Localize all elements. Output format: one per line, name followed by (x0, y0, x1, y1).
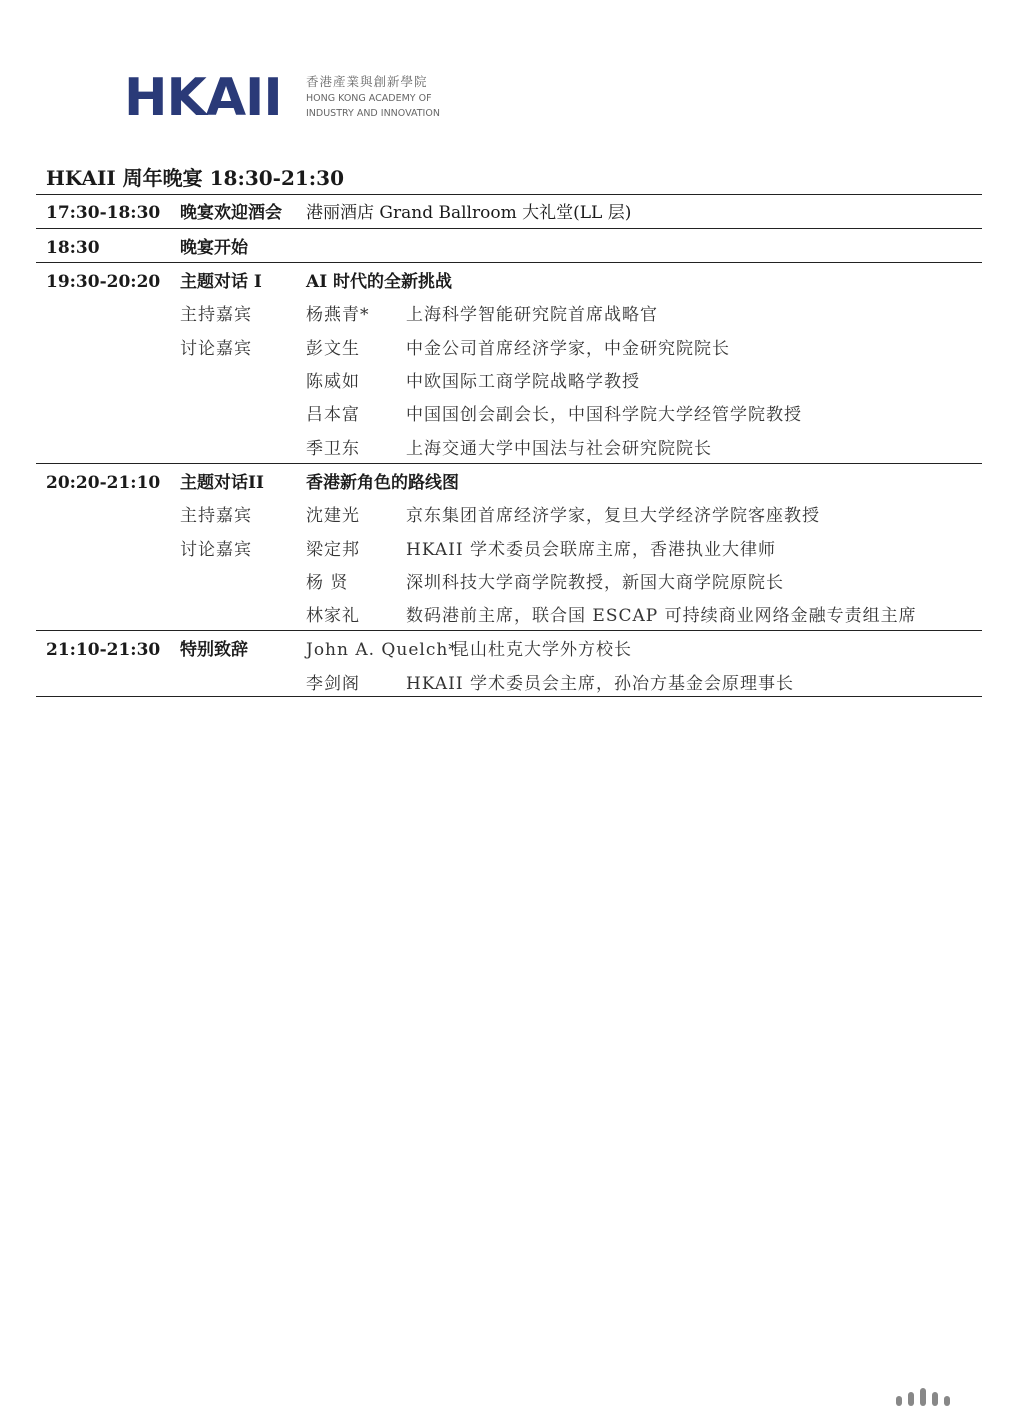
row-session: 主题对话 I (180, 272, 262, 292)
person-name: 梁定邦 (306, 540, 360, 560)
role-label: 主持嘉宾 (180, 305, 252, 325)
rule (36, 696, 982, 697)
logo-en-1: HONG KONG ACADEMY OF (306, 93, 432, 104)
person-name: 陈威如 (306, 372, 360, 392)
person-title: 上海交通大学中国法与社会研究院院长 (406, 439, 712, 459)
rule (36, 630, 982, 631)
row-time: 20:20-21:10 (46, 473, 161, 493)
person-name: 沈建光 (306, 506, 360, 526)
role-label: 讨论嘉宾 (180, 339, 252, 359)
person-name: 季卫东 (306, 439, 360, 459)
indicator-bar (908, 1392, 914, 1406)
logo-mark: HKAII (124, 68, 282, 128)
person-title: 上海科学智能研究院首席战略官 (406, 305, 658, 325)
rule (36, 194, 982, 195)
row-topic: 香港新角色的路线图 (306, 473, 459, 493)
row-time: 21:10-21:30 (46, 640, 161, 660)
role-label: 讨论嘉宾 (180, 540, 252, 560)
rule (36, 262, 982, 263)
logo-text (306, 74, 456, 120)
person-name: 彭文生 (306, 339, 360, 359)
logo-cn: 香港產業與創新學院 (306, 74, 428, 89)
row-time: 18:30 (46, 238, 100, 258)
person-name: 吕本富 (306, 405, 360, 425)
role-label: 主持嘉宾 (180, 506, 252, 526)
person-title: HKAII 学术委员会联席主席，香港执业大律师 (406, 540, 776, 560)
page-indicator (896, 1382, 992, 1406)
person-title: 京东集团首席经济学家，复旦大学经济学院客座教授 (406, 506, 820, 526)
row-session: 晚宴欢迎酒会 (180, 203, 282, 223)
row-time: 19:30-20:20 (46, 272, 161, 292)
row-session: 晚宴开始 (180, 238, 248, 258)
person-title: 深圳科技大学商学院教授，新国大商学院原院长 (406, 573, 784, 593)
person-name: 杨 贤 (306, 573, 349, 593)
indicator-bar (944, 1396, 950, 1406)
person-title: 数码港前主席，联合国 ESCAP 可持续商业网络金融专责组主席 (406, 606, 917, 626)
indicator-bar (896, 1396, 902, 1406)
indicator-bar (920, 1388, 926, 1406)
indicator-bar (932, 1392, 938, 1406)
person-title: 昆山杜克大学外方校长 (452, 640, 632, 660)
row-session: 特别致辞 (180, 640, 248, 660)
row-topic: AI 时代的全新挑战 (306, 272, 453, 292)
row-time: 17:30-18:30 (46, 203, 161, 223)
row-session: 主题对话II (180, 473, 264, 493)
person-title: 中国国创会副会长，中国科学院大学经管学院教授 (406, 405, 802, 425)
person-name: John A. Quelch* (306, 640, 458, 660)
rule (36, 463, 982, 464)
page-title: HKAII 周年晚宴 18:30-21:30 (46, 166, 345, 190)
person-title: 中金公司首席经济学家，中金研究院院长 (406, 339, 730, 359)
person-title: HKAII 学术委员会主席，孙冶方基金会原理事长 (406, 674, 794, 694)
person-name: 杨燕青* (306, 305, 370, 325)
person-title: 中欧国际工商学院战略学教授 (406, 372, 640, 392)
row-detail: 港丽酒店 Grand Ballroom 大礼堂(LL 层) (306, 203, 632, 223)
person-name: 李剑阁 (306, 674, 360, 694)
rule (36, 228, 982, 229)
person-name: 林家礼 (306, 606, 360, 626)
logo-en-2: INDUSTRY AND INNOVATION (306, 108, 440, 119)
